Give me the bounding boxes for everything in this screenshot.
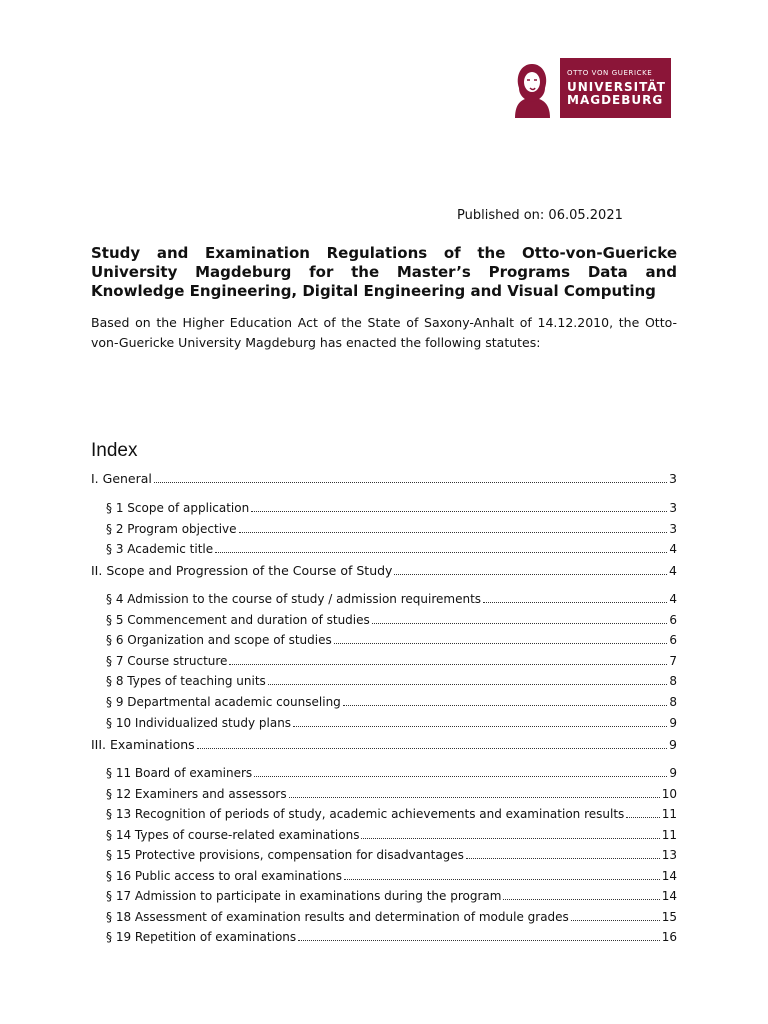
- toc-entry[interactable]: [106, 694, 677, 710]
- toc-dot-leader: [466, 858, 660, 859]
- toc-dot-leader: [239, 532, 668, 533]
- toc-dot-leader: [229, 664, 667, 665]
- toc-entry-page: 11: [661, 828, 677, 842]
- intro-paragraph: Based on the Higher Education Act of the State of Saxony-Anhalt of 14.12.2010, the Otto-von-Guericke University Magdeburg has enacted the following statutes:: [91, 315, 677, 350]
- logo-line-2: UNIVERSITÄT: [567, 80, 666, 94]
- toc-entry[interactable]: [106, 765, 677, 781]
- toc-dot-leader: [289, 797, 660, 798]
- document-title: Study and Examination Regulations of the Otto-von-Guericke University Magdeburg for the Master’s Programs Data and Knowledge Engineering, Digital Engineering and Visual Computing: [91, 244, 677, 300]
- toc-entry[interactable]: [106, 673, 677, 689]
- toc-dot-leader: [154, 482, 667, 483]
- toc-entry[interactable]: [106, 500, 677, 516]
- toc-entry[interactable]: [106, 541, 677, 557]
- toc-entry-label: II. Scope and Progression of the Course of Study: [91, 563, 393, 578]
- index-heading: Index: [91, 440, 138, 461]
- toc-dot-leader: [251, 511, 667, 512]
- toc-entry-label: § 5 Commencement and duration of studies: [106, 613, 370, 627]
- toc-entry[interactable]: [106, 827, 677, 843]
- toc-section-entry[interactable]: [91, 471, 677, 487]
- toc-dot-leader: [394, 574, 667, 575]
- toc-entry[interactable]: [106, 806, 677, 822]
- toc-entry-page: 9: [669, 716, 677, 730]
- toc-entry[interactable]: [106, 612, 677, 628]
- toc-entry-page: 3: [669, 501, 677, 515]
- toc-dot-leader: [293, 726, 667, 727]
- toc-dot-leader: [344, 879, 660, 880]
- toc-entry-page: 14: [661, 889, 677, 903]
- toc-entry[interactable]: [106, 653, 677, 669]
- toc-dot-leader: [268, 684, 668, 685]
- toc-entry-label: § 19 Repetition of examinations: [106, 930, 297, 944]
- toc-section-entry[interactable]: [91, 737, 677, 753]
- toc-entry-page: 8: [669, 695, 677, 709]
- toc-dot-leader: [215, 552, 667, 553]
- toc-entry[interactable]: [106, 868, 677, 884]
- toc-entry-page: 15: [661, 910, 677, 924]
- toc-entry-label: § 18 Assessment of examination results and determination of module grades: [106, 910, 569, 924]
- toc-entry-page: 7: [669, 654, 677, 668]
- toc-entry-label: § 12 Examiners and assessors: [106, 787, 287, 801]
- toc-entry-page: 16: [661, 930, 677, 944]
- toc-entry-label: § 14 Types of course-related examinations: [106, 828, 360, 842]
- toc-entry-page: 13: [661, 848, 677, 862]
- toc-entry-page: 3: [669, 471, 677, 486]
- toc-entry-label: § 11 Board of examiners: [106, 766, 253, 780]
- toc-dot-leader: [334, 643, 668, 644]
- toc-entry-page: 9: [669, 766, 677, 780]
- toc-entry[interactable]: [106, 521, 677, 537]
- toc-dot-leader: [372, 623, 668, 624]
- toc-entry-page: 11: [661, 807, 677, 821]
- toc-dot-leader: [483, 602, 667, 603]
- toc-entry-page: 3: [669, 522, 677, 536]
- toc-entry-label: § 1 Scope of application: [106, 501, 250, 515]
- logo-wordmark: [560, 58, 671, 118]
- toc-entry-page: 6: [669, 633, 677, 647]
- toc-entry-label: I. General: [91, 471, 152, 486]
- toc-entry-label: § 16 Public access to oral examinations: [106, 869, 342, 883]
- toc-dot-leader: [571, 920, 660, 921]
- toc-section-entry[interactable]: [91, 563, 677, 579]
- toc-entry[interactable]: [106, 591, 677, 607]
- published-date: Published on: 06.05.2021: [457, 208, 623, 223]
- toc-entry-label: § 7 Course structure: [106, 654, 228, 668]
- toc-entry-label: III. Examinations: [91, 737, 195, 752]
- toc-entry[interactable]: [106, 632, 677, 648]
- toc-entry-page: 4: [669, 542, 677, 556]
- toc-dot-leader: [361, 838, 659, 839]
- toc-entry[interactable]: [106, 715, 677, 731]
- toc-dot-leader: [254, 776, 667, 777]
- toc-entry[interactable]: [106, 929, 677, 945]
- toc-entry-label: § 8 Types of teaching units: [106, 674, 266, 688]
- toc-entry-label: § 6 Organization and scope of studies: [106, 633, 332, 647]
- toc-entry[interactable]: [106, 888, 677, 904]
- toc-entry-label: § 9 Departmental academic counseling: [106, 695, 341, 709]
- toc-entry-page: 10: [661, 787, 677, 801]
- toc-dot-leader: [626, 817, 659, 818]
- toc-dot-leader: [343, 705, 668, 706]
- toc-entry[interactable]: [106, 786, 677, 802]
- toc-entry-page: 4: [669, 563, 677, 578]
- logo-line-1: OTTO VON GUERICKE: [567, 69, 653, 77]
- logo-line-3: MAGDEBURG: [567, 93, 664, 107]
- toc-entry-label: § 10 Individualized study plans: [106, 716, 292, 730]
- toc-entry-label: § 15 Protective provisions, compensation for disadvantages: [106, 848, 464, 862]
- toc-dot-leader: [197, 748, 667, 749]
- toc-entry[interactable]: [106, 909, 677, 925]
- toc-entry-label: § 17 Admission to participate in examinations during the program: [106, 889, 502, 903]
- toc-entry-label: § 4 Admission to the course of study / admission requirements: [106, 592, 482, 606]
- toc-entry-page: 4: [669, 592, 677, 606]
- toc-dot-leader: [298, 940, 660, 941]
- toc-entry-page: 14: [661, 869, 677, 883]
- toc-entry-label: § 3 Academic title: [106, 542, 214, 556]
- toc-entry-page: 8: [669, 674, 677, 688]
- toc-entry-label: § 13 Recognition of periods of study, academic achievements and examination results: [106, 807, 625, 821]
- university-logo: [505, 58, 671, 118]
- toc-entry[interactable]: [106, 847, 677, 863]
- portrait-icon: [505, 58, 560, 118]
- toc-entry-page: 9: [669, 737, 677, 752]
- toc-entry-page: 6: [669, 613, 677, 627]
- toc-entry-label: § 2 Program objective: [106, 522, 237, 536]
- toc-dot-leader: [503, 899, 659, 900]
